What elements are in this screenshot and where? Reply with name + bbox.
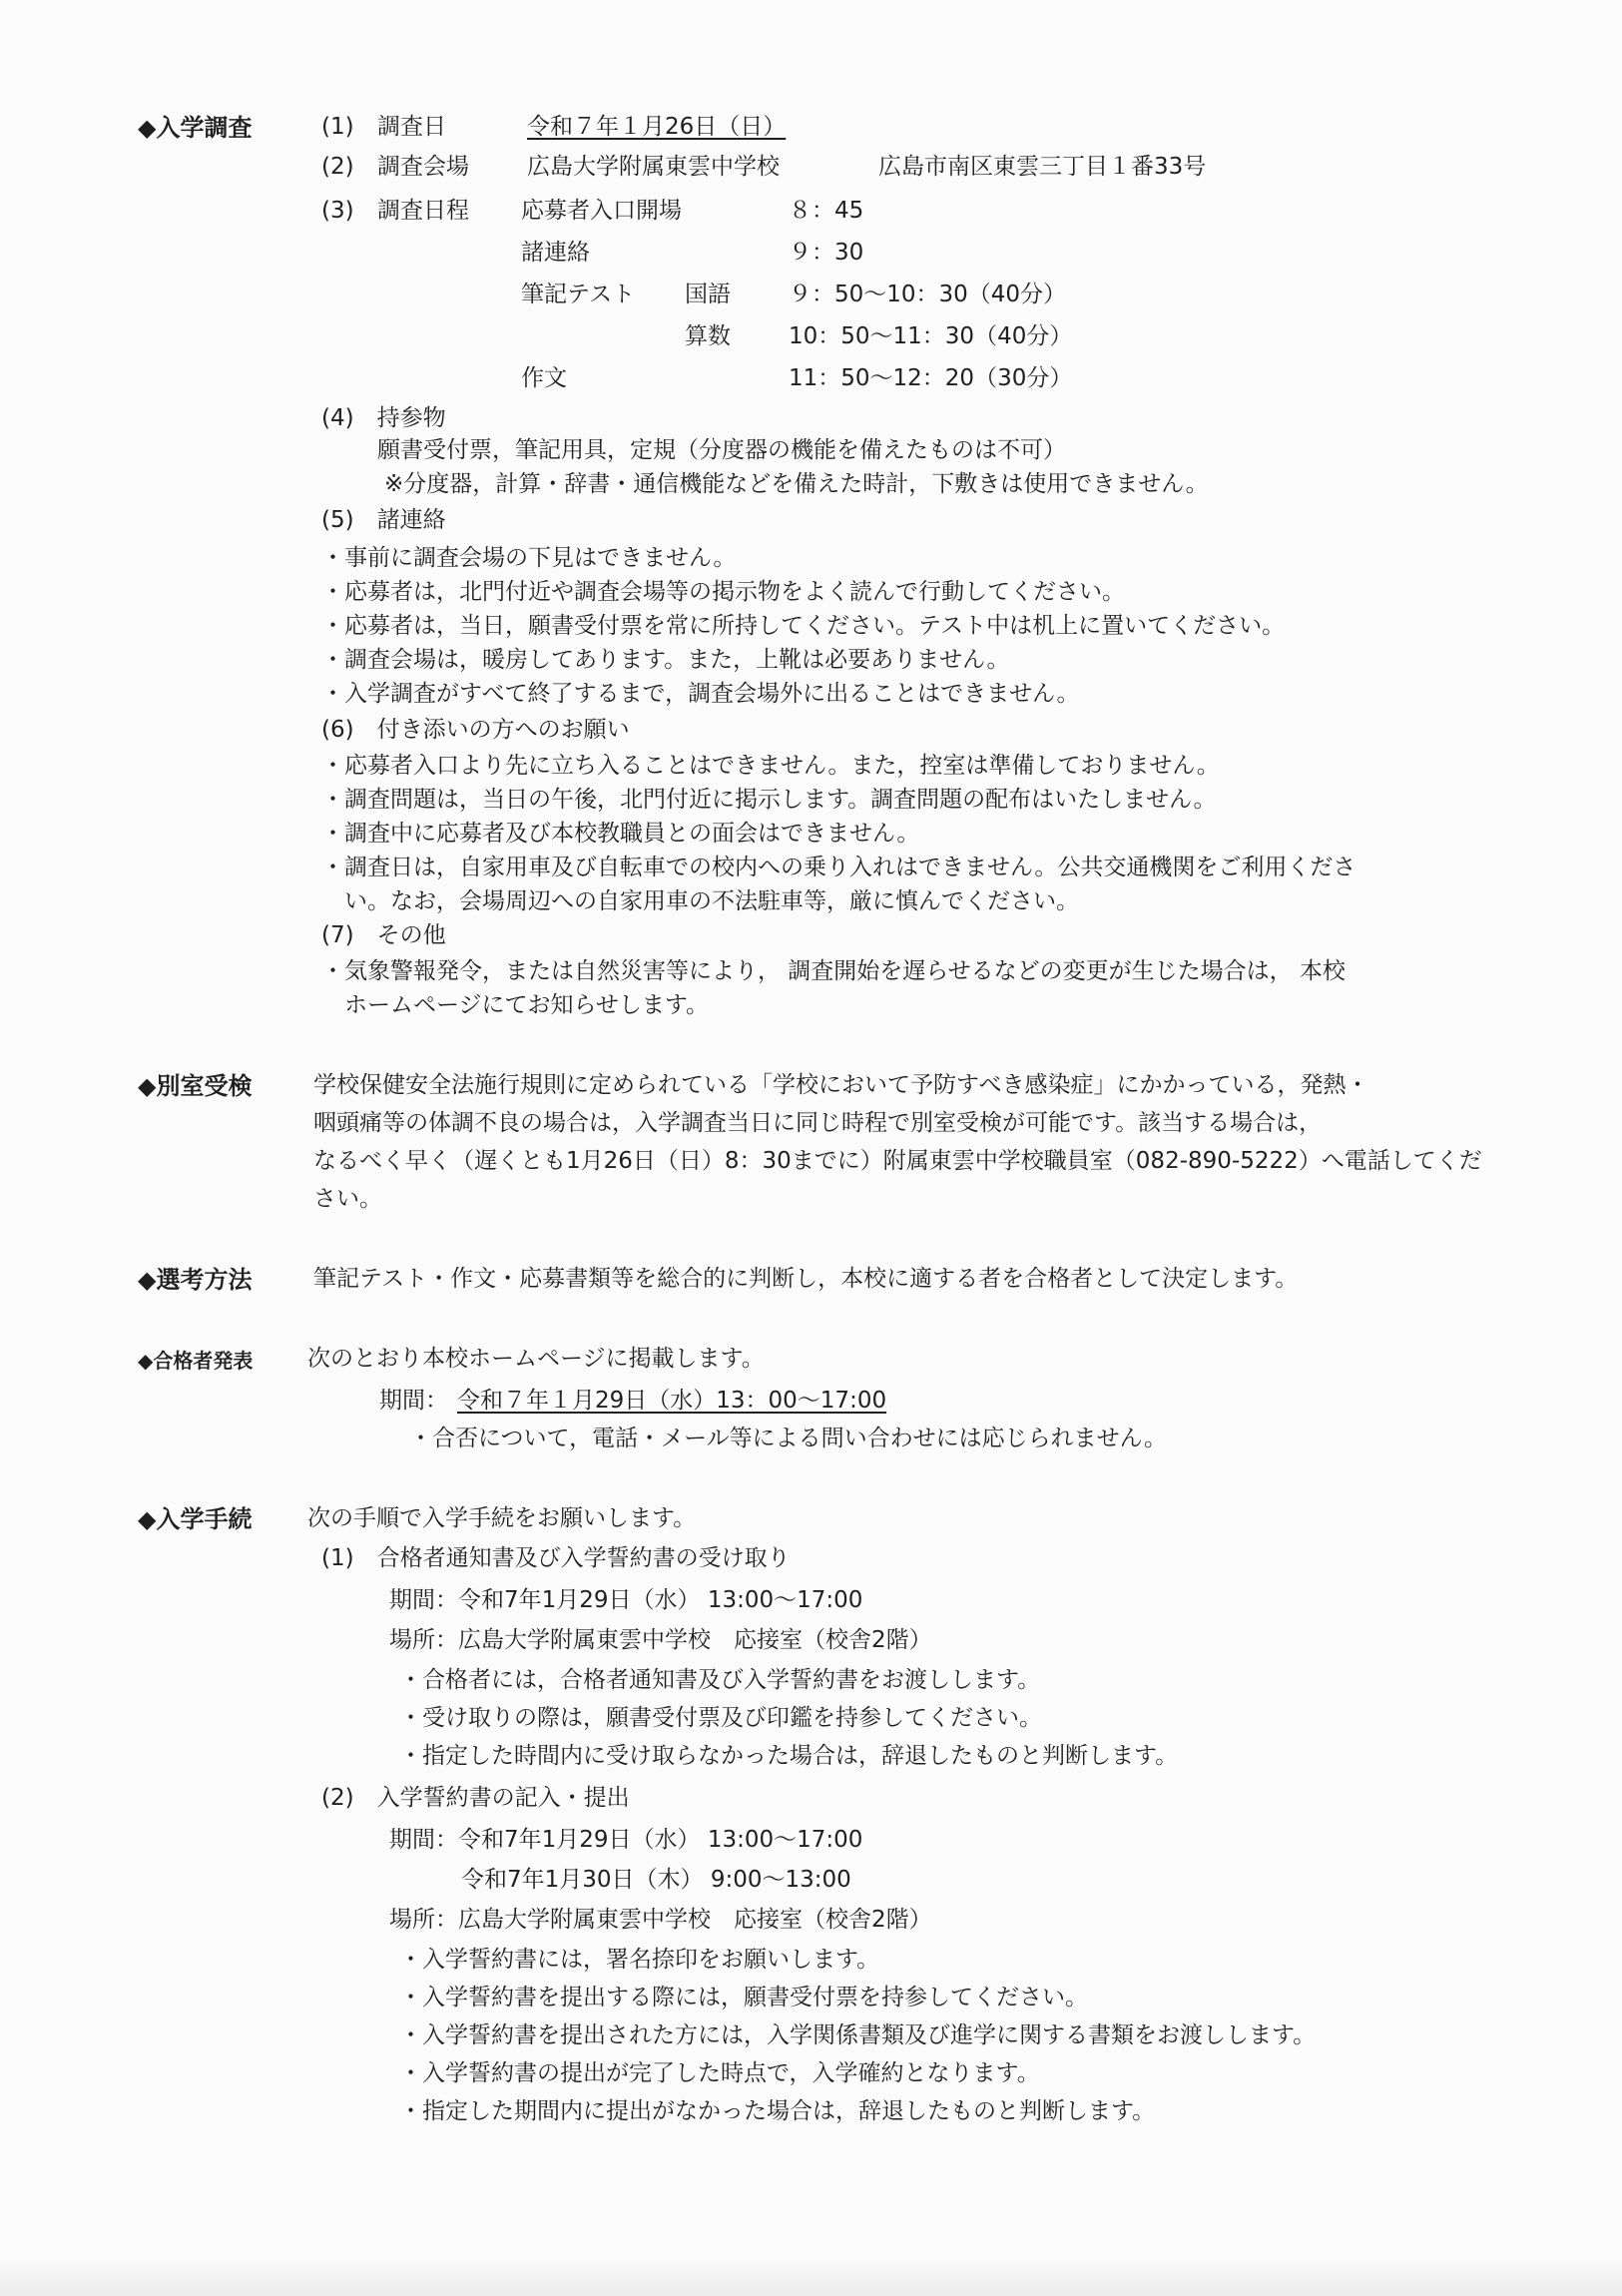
schedule-event: 筆記テスト xyxy=(521,282,636,307)
notice-line: ・入学調査がすべて終了するまで，調査会場外に出ることはできません。 xyxy=(321,681,1080,707)
step1-title: (1) 合格者通知書及び入学誓約書の受け取り xyxy=(321,1545,791,1571)
step1-period: 期間：令和7年1月29日（水） 13:00～17:00 xyxy=(389,1587,863,1613)
step2-note: ・入学誓約書を提出する際には，願書受付票を持参してください。 xyxy=(399,1985,1088,2010)
other-title: (7) その他 xyxy=(321,922,446,948)
schedule-event: 作文 xyxy=(521,365,567,391)
step1-note: ・指定した時間内に受け取らなかった場合は，辞退したものと判断します。 xyxy=(399,1743,1179,1769)
exam-venue-school: 広島大学附属東雲中学校 xyxy=(527,154,780,180)
schedule-time: 10：50～11：30（40分） xyxy=(789,323,1073,349)
exam-schedule-label: 調査日程 xyxy=(377,198,469,224)
separate-room-line: 咽頭痛等の体調不良の場合は，入学調査当日に同じ時程で別室受検が可能です。該当する場合は， xyxy=(313,1110,1323,1136)
separate-room-line: 学校保健安全法施行規則に定められている「学校において予防すべき感染症」にかかっている，発熱・ xyxy=(313,1072,1369,1098)
notice-line: ・調査会場は，暖房してあります。また，上靴は必要ありません。 xyxy=(321,647,1010,673)
announcement-heading: ◆合格者発表 xyxy=(138,1349,254,1373)
step1-place: 場所：広島大学附属東雲中学校 応接室（校舎2階） xyxy=(389,1627,932,1653)
step2-note: ・入学誓約書を提出された方には，入学関係書類及び進学に関する書類をお渡しします。 xyxy=(399,2022,1317,2048)
announcement-intro: 次のとおり本校ホームページに掲載します。 xyxy=(307,1346,765,1372)
companion-line: ・調査日は，自家用車及び自転車での校内への乗り入れはできません。公共交通機関をご利用くださ xyxy=(321,855,1356,880)
exam-date-label: 調査日 xyxy=(377,114,446,140)
schedule-event: 応募者入口開場 xyxy=(521,198,682,224)
separate-room-heading: ◆別室受検 xyxy=(138,1072,253,1100)
selection-heading: ◆選考方法 xyxy=(138,1266,253,1294)
scan-bottom-shadow xyxy=(0,2258,1622,2296)
belongings-title: (4) 持参物 xyxy=(321,405,446,431)
enrollment-intro: 次の手順で入学手続をお願いします。 xyxy=(307,1505,697,1531)
schedule-time: ９：30 xyxy=(789,240,864,266)
step2-note: ・指定した期間内に提出がなかった場合は，辞退したものと判断します。 xyxy=(399,2098,1156,2124)
step2-period: 期間：令和7年1月29日（水） 13:00～17:00 xyxy=(389,1827,863,1853)
notices-title: (5) 諸連絡 xyxy=(321,507,446,533)
schedule-time: ９：50～10：30（40分） xyxy=(789,282,1067,307)
schedule-time: 11：50～12：20（30分） xyxy=(789,365,1073,391)
notice-line: ・応募者は，当日，願書受付票を常に所持してください。テスト中は机上に置いてください。 xyxy=(321,613,1286,639)
exam-venue-label: 調査会場 xyxy=(377,154,469,180)
entrance-exam-heading: ◆入学調査 xyxy=(138,114,253,142)
step1-note: ・合格者には，合格者通知書及び入学誓約書をお渡しします。 xyxy=(399,1667,1041,1693)
other-line: ・気象警報発令，または自然災害等により， 調査開始を遅らせるなどの変更が生じた場合は， 本校 xyxy=(321,958,1346,984)
exam-venue-number: (2) xyxy=(321,154,354,180)
exam-schedule-number: (3) xyxy=(321,198,354,224)
companion-line: ・調査問題は，当日の午後，北門付近に掲示します。調査問題の配布はいたしません。 xyxy=(321,787,1217,813)
enrollment-heading: ◆入学手続 xyxy=(138,1505,253,1533)
belongings-line: 願書受付票，筆記用具，定規（分度器の機能を備えたものは不可） xyxy=(377,437,1066,463)
schedule-event: 諸連絡 xyxy=(521,240,590,266)
step1-note: ・受け取りの際は，願書受付票及び印鑑を持参してください。 xyxy=(399,1705,1042,1731)
step2-title: (2) 入学誓約書の記入・提出 xyxy=(321,1785,630,1811)
selection-text: 筆記テスト・作文・応募書類等を総合的に判断し，本校に適する者を合格者として決定します。 xyxy=(313,1266,1299,1292)
separate-room-line: なるべく早く（遅くとも1月26日（日）8：30までに）附属東雲中学校職員室（082-890-5222）へ電話してくだ xyxy=(313,1148,1482,1174)
schedule-subject: 国語 xyxy=(685,282,731,307)
schedule-time: ８：45 xyxy=(789,198,864,224)
notice-line: ・事前に調査会場の下見はできません。 xyxy=(321,545,737,571)
companion-line: ・調査中に応募者及び本校教職員との面会はできません。 xyxy=(321,821,920,847)
step2-place: 場所：広島大学附属東雲中学校 応接室（校舎2階） xyxy=(389,1907,932,1933)
announcement-note: ・合否について，電話・メール等による問い合わせには応じられません。 xyxy=(409,1426,1167,1451)
separate-room-line: さい。 xyxy=(313,1186,382,1212)
schedule-subject: 算数 xyxy=(685,323,731,349)
companion-line: い。なお，会場周辺への自家用車の不法駐車等，厳に慎んでください。 xyxy=(321,888,1079,914)
step2-period: 令和7年1月30日（木） 9:00～13:00 xyxy=(461,1867,851,1893)
companion-line: ・応募者入口より先に立ち入ることはできません。また，控室は準備しておりません。 xyxy=(321,753,1220,779)
companions-title: (6) 付き添いの方へのお願い xyxy=(321,717,630,743)
notice-line: ・応募者は，北門付近や調査会場等の掲示物をよく読んで行動してください。 xyxy=(321,579,1125,605)
other-line: ホームページにてお知らせします。 xyxy=(321,992,710,1018)
step2-note: ・入学誓約書には，署名捺印をお願いします。 xyxy=(399,1947,880,1973)
exam-venue-address: 広島市南区東雲三丁目１番33号 xyxy=(878,154,1207,180)
belongings-line: ※分度器，計算・辞書・通信機能などを備えた時計，下敷きは使用できません。 xyxy=(384,471,1209,497)
step2-note: ・入学誓約書の提出が完了した時点で，入学確約となります。 xyxy=(399,2060,1040,2086)
announcement-period-label: 期間： xyxy=(379,1388,448,1414)
exam-date-value: 令和７年１月26日（日） xyxy=(527,114,787,140)
announcement-period-value: 令和７年１月29日（水）13：00～17:00 xyxy=(457,1388,887,1414)
exam-date-number: (1) xyxy=(321,114,354,140)
